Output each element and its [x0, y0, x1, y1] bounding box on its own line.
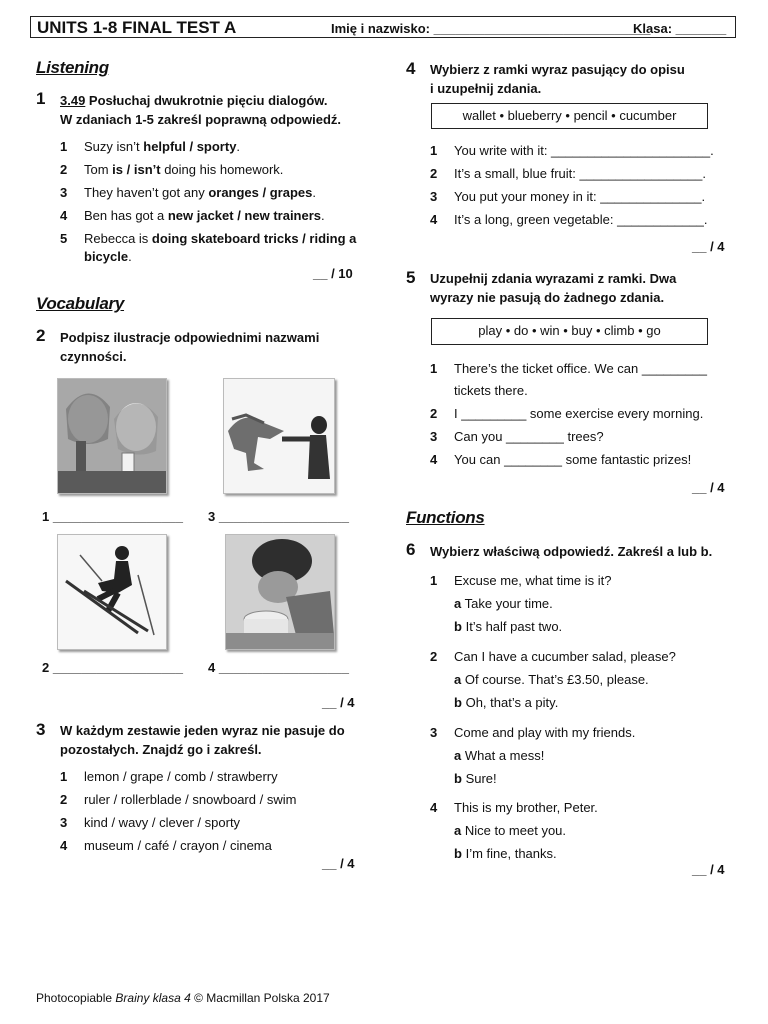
label-2[interactable]: 2 __________________ — [42, 660, 183, 675]
q4-word-box: wallet • blueberry • pencil • cucumber — [431, 103, 708, 129]
list-item: 2 I _________ some exercise every morning. — [430, 406, 704, 421]
answer-option[interactable]: new jacket / new trainers — [167, 208, 322, 223]
q2-score: __ / 4 — [322, 695, 355, 710]
q6-question-4: 4 This is my brother, Peter. a Nice to meet you. b I’m fine, thanks. — [430, 798, 750, 873]
list-item-continued: tickets there. — [454, 383, 528, 398]
label-3[interactable]: 3 __________________ — [208, 509, 349, 524]
functions-heading: Functions — [406, 508, 485, 527]
photo-dinosaur — [223, 378, 335, 494]
q6-instruction: Wybierz właściwą odpowiedź. Zakreśl a lub b. — [430, 544, 713, 559]
photo-boy-eating — [225, 534, 335, 650]
option-b[interactable]: b I’m fine, thanks. — [454, 846, 557, 861]
list-item: 3 You put your money in it: ______________. — [430, 189, 706, 204]
list-item: 4 Ben has got a new jacket / new trainers. — [60, 208, 325, 223]
answer-option[interactable]: bicycle — [84, 249, 129, 264]
answer-option[interactable]: oranges / grapes — [208, 185, 313, 200]
q3-score: __ / 4 — [322, 856, 355, 871]
list-item: 2 It’s a small, blue fruit: _________________. — [430, 166, 706, 181]
option-b[interactable]: b It’s half past two. — [454, 619, 563, 634]
q4-score: __ / 4 — [692, 239, 725, 254]
q4-instruction: Wybierz z ramki wyraz pasujący do opisu i uzupełnij zdania. — [430, 62, 685, 96]
q6-number: 6 — [406, 540, 416, 559]
option-a[interactable]: a Of course. That’s £3.50, please. — [454, 672, 649, 687]
class-field[interactable]: Klasa: _______ — [633, 21, 727, 36]
q1-track: 3.49 — [60, 93, 86, 108]
photo-girls-drinking — [57, 378, 167, 494]
label-1[interactable]: 1 __________________ — [42, 509, 183, 524]
q6-question-2: 2 Can I have a cucumber salad, please? a Of course. That’s £3.50, please. b Oh, that’s a pity. — [430, 647, 750, 723]
option-b[interactable]: b Oh, that’s a pity. — [454, 695, 559, 710]
list-item: 4 It’s a long, green vegetable: ____________. — [430, 212, 708, 227]
girls-drinking-illustration — [58, 379, 166, 493]
option-a[interactable]: a Take your time. — [454, 596, 553, 611]
list-item: 3 They haven’t got any oranges / grapes. — [60, 185, 316, 200]
list-item: 2 ruler / rollerblade / snowboard / swim — [60, 792, 297, 807]
q6-question-1: 1 Excuse me, what time is it? a Take your time. b It’s half past two. — [430, 571, 750, 647]
listening-heading: Listening — [36, 58, 109, 77]
q6-question-3: 3 Come and play with my friends. a What a mess! b Sure! — [430, 723, 750, 798]
q6-score: __ / 4 — [692, 862, 725, 877]
list-item: 3 kind / wavy / clever / sporty — [60, 815, 241, 830]
list-item: 5 Rebecca is doing skateboard tricks / riding a — [60, 231, 357, 246]
q1-number: 1 — [36, 89, 46, 108]
q6-items — [430, 571, 750, 873]
q3-number: 3 — [36, 720, 46, 739]
q4-number: 4 — [406, 59, 416, 78]
q1-items — [60, 137, 380, 266]
skier-illustration — [58, 535, 166, 649]
list-item: 1 There’s the ticket office. We can _________ — [430, 361, 707, 376]
list-item: 3 Can you ________ trees? — [430, 429, 604, 444]
list-item: 1 You write with it: ______________________. — [430, 143, 714, 158]
q2-instruction: Podpisz ilustracje odpowiednimi nazwami czynności. — [60, 330, 320, 364]
list-item: 4 You can ________ some fantastic prizes! — [430, 452, 692, 467]
footer: Photocopiable Brainy klasa 4 © Macmillan Polska 2017 — [36, 991, 330, 1005]
vocabulary-heading: Vocabulary — [36, 294, 125, 313]
answer-option[interactable]: helpful / sporty — [143, 139, 237, 154]
test-title: UNITS 1-8 FINAL TEST A — [37, 18, 237, 37]
answer-option[interactable]: doing skateboard tricks / riding a — [151, 231, 357, 246]
q1-score: __ / 10 — [313, 266, 353, 281]
list-item: 1 Suzy isn’t helpful / sporty. — [60, 139, 241, 154]
option-b[interactable]: b Sure! — [454, 771, 497, 786]
q5-items — [430, 359, 750, 473]
answer-option[interactable]: is / isn’t — [112, 162, 161, 177]
list-item: 1 lemon / grape / comb / strawberry — [60, 769, 278, 784]
q5-word-box: play • do • win • buy • climb • go — [431, 318, 708, 345]
dinosaur-illustration — [224, 379, 334, 493]
q2-number: 2 — [36, 326, 46, 345]
photo-skier — [57, 534, 167, 650]
test-header — [30, 16, 736, 38]
q5-number: 5 — [406, 268, 416, 287]
list-item-continued: bicycle. — [84, 249, 132, 264]
q3-items — [60, 767, 380, 859]
option-a[interactable]: a What a mess! — [454, 748, 545, 763]
option-a[interactable]: a Nice to meet you. — [454, 823, 567, 838]
label-4[interactable]: 4 __________________ — [208, 660, 349, 675]
list-item: 2 Tom is / isn’t doing his homework. — [60, 162, 284, 177]
q5-score: __ / 4 — [692, 480, 725, 495]
list-item: 4 museum / café / crayon / cinema — [60, 838, 272, 853]
q1-instruction: 3.49 Posłuchaj dwukrotnie pięciu dialogów. W zdaniach 1-5 zakreśl poprawną odpowiedź. — [60, 93, 341, 127]
q5-instruction: Uzupełnij zdania wyrazami z ramki. Dwa wyrazy nie pasują do żadnego zdania. — [430, 271, 677, 305]
name-field[interactable]: Imię i nazwisko: ______________________________ — [331, 21, 651, 36]
q3-instruction: W każdym zestawie jeden wyraz nie pasuje do pozostałych. Znajdź go i zakreśl. — [60, 723, 345, 757]
boy-eating-illustration — [226, 535, 334, 649]
q4-items — [430, 141, 750, 233]
